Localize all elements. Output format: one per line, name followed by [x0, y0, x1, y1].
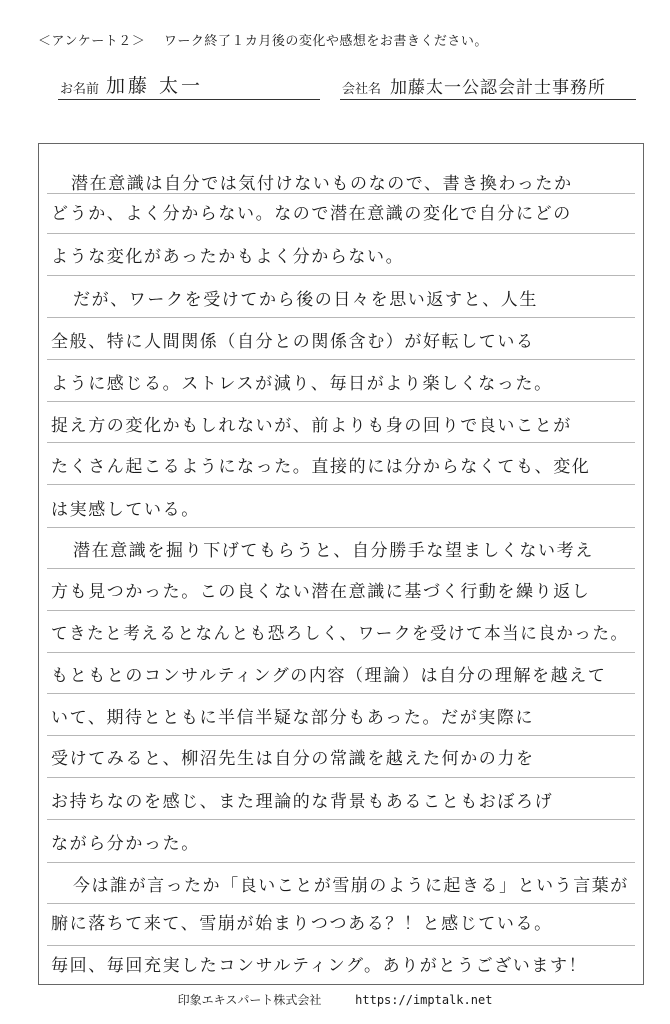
ruled-line [47, 819, 635, 820]
ruled-line [47, 777, 635, 778]
answer-line: たくさん起こるようになった。直接的には分からなくても、変化 [51, 457, 591, 477]
answer-line: 全般、特に人間関係（自分との関係含む）が好転している [51, 332, 535, 352]
name-field [58, 73, 320, 100]
ruled-line [47, 568, 635, 569]
survey-question: ワーク終了１カ月後の変化や感想をお書きください。 [163, 34, 488, 49]
ruled-line [47, 862, 635, 863]
answer-sheet [38, 143, 644, 985]
ruled-line [47, 317, 635, 318]
answer-line: どうか、よく分からない。なので潜在意識の変化で自分にどの [51, 204, 572, 224]
answer-line: 方も見つかった。この良くない潜在意識に基づく行動を繰り返し [51, 582, 591, 602]
answer-line: いて、期待とともに半信半疑な部分もあった。だが実際に [51, 708, 535, 728]
ruled-line [47, 233, 635, 234]
respondent-fields [58, 74, 628, 100]
ruled-line [47, 442, 635, 443]
name-label: お名前 [60, 82, 100, 97]
ruled-line [47, 275, 635, 276]
ruled-line [47, 359, 635, 360]
answer-line: お持ちなのを感じ、また理論的な背景もあることもおぼろげ [51, 792, 554, 812]
answer-line: ながら分かった。 [51, 834, 200, 854]
company-label: 会社名 [342, 82, 382, 97]
survey-label: ＜アンケート２＞ [38, 34, 146, 49]
name-value: 加藤 太一 [106, 75, 204, 97]
company-field [340, 73, 636, 100]
answer-line: 潜在意識は自分では気付けないものなので、書き換わったか [71, 174, 573, 194]
ruled-line [47, 693, 635, 694]
answer-line: もともとのコンサルティングの内容（理論）は自分の理解を越えて [51, 666, 607, 686]
answer-line: 毎回、毎回充実したコンサルティング。ありがとうございます！ [51, 956, 588, 976]
answer-line: だが、ワークを受けてから後の日々を思い返すと、人生 [73, 290, 538, 310]
ruled-line [47, 527, 635, 528]
ruled-line [47, 945, 635, 946]
footer-url: https://imptalk.net [355, 993, 493, 1007]
answer-line: ような変化があったかもよく分からない。 [51, 247, 405, 267]
ruled-line [47, 401, 635, 402]
ruled-line [47, 903, 635, 904]
ruled-line [47, 735, 635, 736]
answer-line: ように感じる。ストレスが減り、毎日がより楽しくなった。 [51, 374, 553, 394]
answer-line: 受けてみると、柳沼先生は自分の常識を越えた何かの力を [51, 749, 535, 769]
ruled-line [47, 652, 635, 653]
company-value: 加藤太一公認会計士事務所 [390, 78, 606, 98]
answer-line: 今は誰が言ったか「良いことが雪崩のように起きる」という言葉が [73, 876, 629, 896]
survey-header [38, 30, 488, 49]
answer-line: 捉え方の変化かもしれないが、前よりも身の回りで良いことが [51, 416, 572, 436]
answer-line: てきたと考えるとなんとも恐ろしく、ワークを受けて本当に良かった。 [51, 624, 629, 644]
page-footer [0, 991, 670, 1008]
ruled-line [47, 610, 635, 611]
footer-company: 印象エキスパート株式会社 [177, 993, 322, 1007]
answer-line: 腑に落ちて来て、雪崩が始まりつつある？！と感じている。 [51, 914, 553, 934]
answer-line: 潜在意識を掘り下げてもらうと、自分勝手な望ましくない考え [73, 541, 594, 561]
answer-line: は実感している。 [51, 500, 200, 520]
ruled-line [47, 484, 635, 485]
